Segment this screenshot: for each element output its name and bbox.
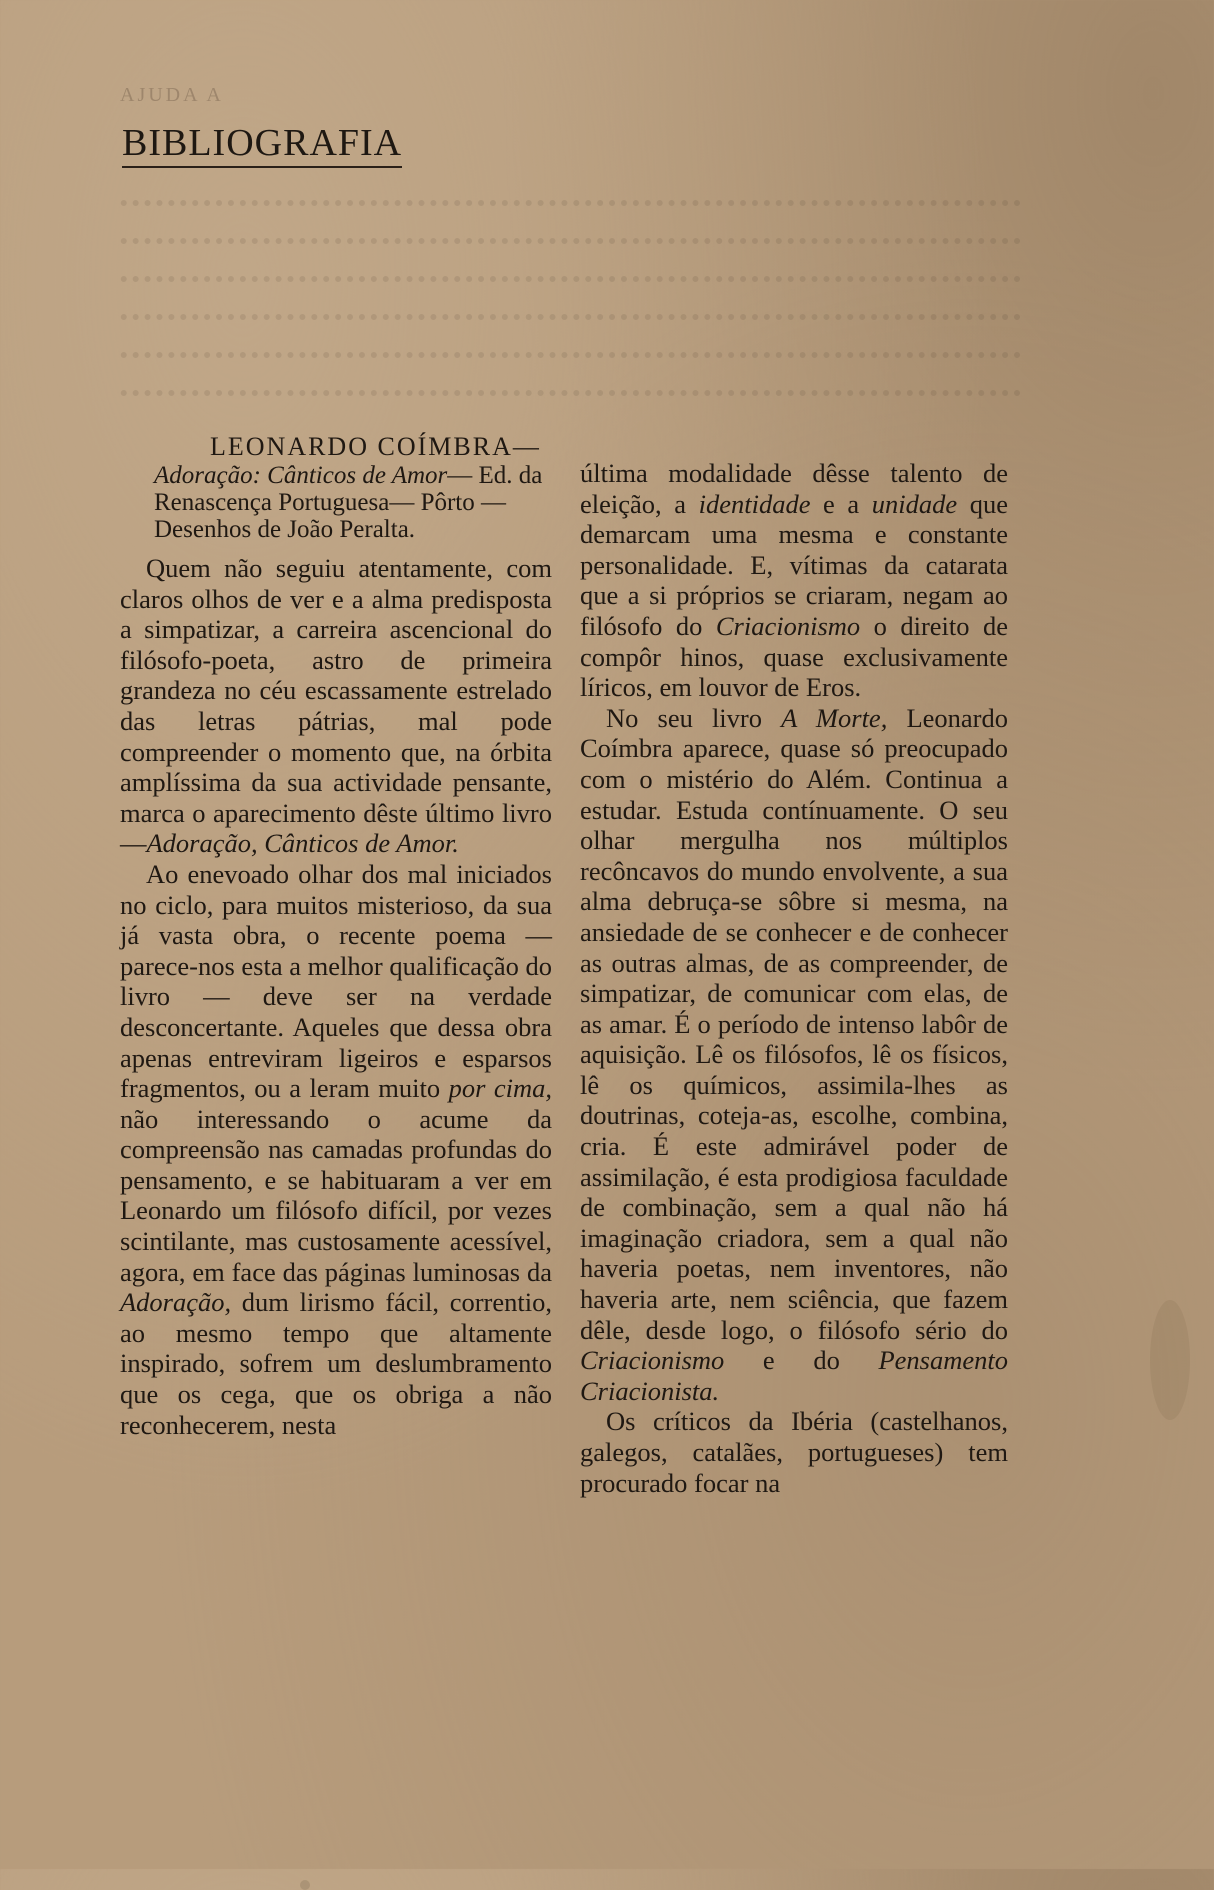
- paper-stain: [1150, 1300, 1190, 1420]
- emphasis-text: Criacionismo: [715, 610, 861, 641]
- paragraph: Os críticos da Ibéria (castelhanos, galegos, catalães, portugueses) tem procurado focar na: [580, 1406, 1008, 1498]
- text-run: e a: [810, 488, 872, 519]
- text-run: e do: [724, 1345, 879, 1376]
- text-run: o direito de compôr hinos, quase exclusivamente líricos, em louvor de Eros.: [580, 610, 1009, 703]
- text-run: última modalidade dêsse talento de eleição, a: [580, 458, 1008, 519]
- entry-title-separator: —: [447, 462, 473, 489]
- paragraph: [120, 553, 552, 859]
- text-run: que demarcam uma mesma e constante personalidade. E, vítimas da catarata que a si próprios se criaram, negam ao filósofo do: [580, 488, 1008, 641]
- emphasis-text: unidade: [871, 488, 958, 519]
- paragraph: [580, 703, 1008, 1407]
- paper-stain: [300, 1880, 310, 1890]
- emphasis-text: Adoração, Cânticos de Amor.: [146, 828, 459, 859]
- emphasis-text: Pensamento Criacionista.: [580, 1345, 1008, 1406]
- left-column: [120, 432, 552, 1440]
- emphasis-text: por cima,: [448, 1073, 552, 1104]
- section-title: BIBLIOGRAFIA: [122, 124, 402, 168]
- text-run: Ao enevoado olhar dos mal iniciados no ciclo, para muitos misterioso, da sua já vasta obra, o recente poema — parece-nos esta a melhor qualificação do livro — deve ser na verdade desconcertante. Aqueles que dessa obra apenas entreviram ligeiros e esparsos fragmentos, ou a leram muito: [120, 858, 552, 1104]
- text-run: No seu livro: [606, 702, 782, 733]
- paragraph: [580, 458, 1008, 703]
- emphasis-text: A Morte,: [781, 702, 888, 733]
- entry-place-illustrator: Pôrto — Desenhos de João Peralta.: [154, 489, 507, 543]
- text-run: Quem não seguiu atentamente, com claros olhos de ver e a alma predisposta a simpatizar, a carreira ascencional do filósofo-poeta, astro de primeira grandeza no céu escassamente estrelado das letras pátrias, mal pode compreender o momento que, na órbita amplíssima da sua actividade pensante, marca o aparecimento dêste último livro—: [120, 553, 552, 859]
- text-run: não interessando o acume da compreensão nas camadas profundas do pensamento, e se habituaram a ver em Leonardo um filósofo difícil, por vezes scintilante, mas custosamente acessível, agora, em face das páginas luminosas da: [120, 1103, 552, 1287]
- emphasis-text: Criacionismo: [580, 1345, 725, 1376]
- entry-details: [120, 462, 552, 543]
- entry-title: Adoração: Cânticos de Amor: [154, 462, 448, 489]
- text-run: Leonardo Coímbra aparece, quase só preocupado com o mistério do Além. Continua a estudar. Estuda contínuamente. O seu olhar mergulha nos múltiplos recôncavos do mundo envolvente, a sua alma debruça-se sôbre si mesma, na ansiedade de se conhecer e de conhecer as outras almas, de as compreender, de simpatizar, de comunicar com elas, de as amar. É o período de intenso labôr de aquisição. Lê os filósofos, lê os físicos, lê os químicos, assimila-lhes as doutrinas, coteja-as, escolhe, combina, cria. É este admirável poder de assimilação, é esta prodigiosa faculdade de combinação, sem a qual não há imaginação criadora, sem a qual não haveria poetas, nem inventores, não haveria arte, nem sciência, que fazem dêle, desde logo, o filósofo sério do: [580, 702, 1008, 1345]
- right-column: [580, 458, 1008, 1498]
- paragraph: [120, 859, 552, 1440]
- entry-publisher: Ed. da Renascença Portuguesa—: [154, 462, 543, 516]
- bleed-through-texture: [120, 170, 1020, 420]
- emphasis-text: Adoração,: [120, 1287, 232, 1318]
- show-through-header: AJUDA A: [120, 84, 224, 106]
- entry-author: LEONARDO COÍMBRA—: [210, 432, 541, 461]
- emphasis-text: identidade: [698, 488, 811, 519]
- text-run: dum lirismo fácil, correntio, ao mesmo tempo que altamente inspirado, sofrem um deslumbramento que os cega, que os obriga a não reconhecerem, nesta: [120, 1287, 552, 1440]
